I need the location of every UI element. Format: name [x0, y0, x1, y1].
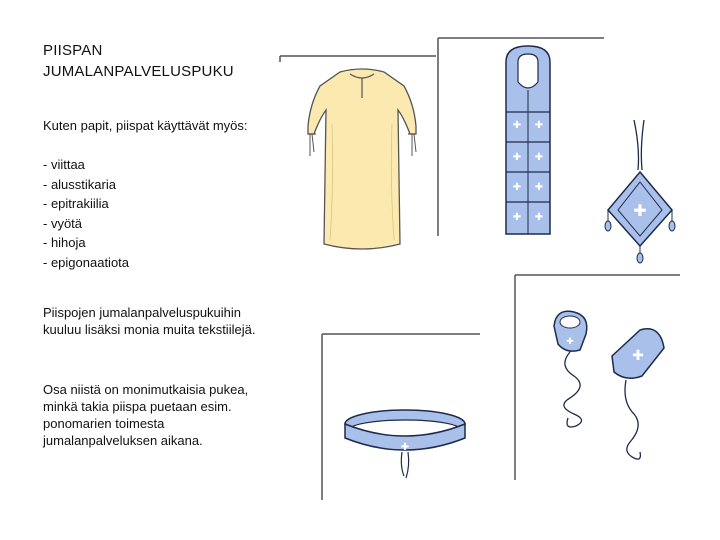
- svg-text:✚: ✚: [512, 182, 522, 193]
- list-item: - hihoja: [43, 235, 86, 250]
- svg-text:✚: ✚: [534, 152, 544, 163]
- svg-text:✚: ✚: [512, 212, 522, 223]
- svg-text:✚: ✚: [534, 212, 544, 223]
- svg-text:✚: ✚: [512, 152, 522, 163]
- epitrachelion-illustration: [500, 42, 556, 242]
- paragraph-vesting: Osa niistä on monimutkaisia pukea, minkä takia piispa puetaan esim. ponomarien toimesta jumalanpalveluksen aikana.: [43, 382, 249, 448]
- paragraph-textiles: Piispojen jumalanpalveluspukuihin kuuluu lisäksi monia muita tekstiilejä.: [43, 305, 256, 337]
- svg-text:✚: ✚: [566, 337, 574, 347]
- cuffs-illustration: [548, 302, 678, 472]
- svg-text:✚: ✚: [633, 201, 647, 220]
- list-item: - alusstikaria: [43, 176, 116, 192]
- svg-text:✚: ✚: [400, 442, 410, 453]
- epigonation-illustration: [600, 118, 680, 268]
- svg-text:✚: ✚: [534, 182, 544, 193]
- list-item: - vyötä: [43, 215, 83, 231]
- svg-text:✚: ✚: [534, 120, 544, 131]
- svg-text:✚: ✚: [512, 120, 522, 131]
- list-item: - viittaa: [43, 157, 85, 172]
- svg-text:✚: ✚: [632, 348, 644, 364]
- list-item: - epigonaatiota: [43, 254, 130, 270]
- belt-illustration: [340, 400, 470, 490]
- title-line-2: JUMALANPALVELUSPUKU: [43, 63, 234, 80]
- sticharion-illustration: [292, 64, 432, 264]
- intro-text: Kuten papit, piispat käyttävät myös:: [43, 118, 248, 133]
- list-item: - epitrakiilia: [43, 196, 109, 211]
- title-line-1: PIISPAN: [43, 42, 103, 59]
